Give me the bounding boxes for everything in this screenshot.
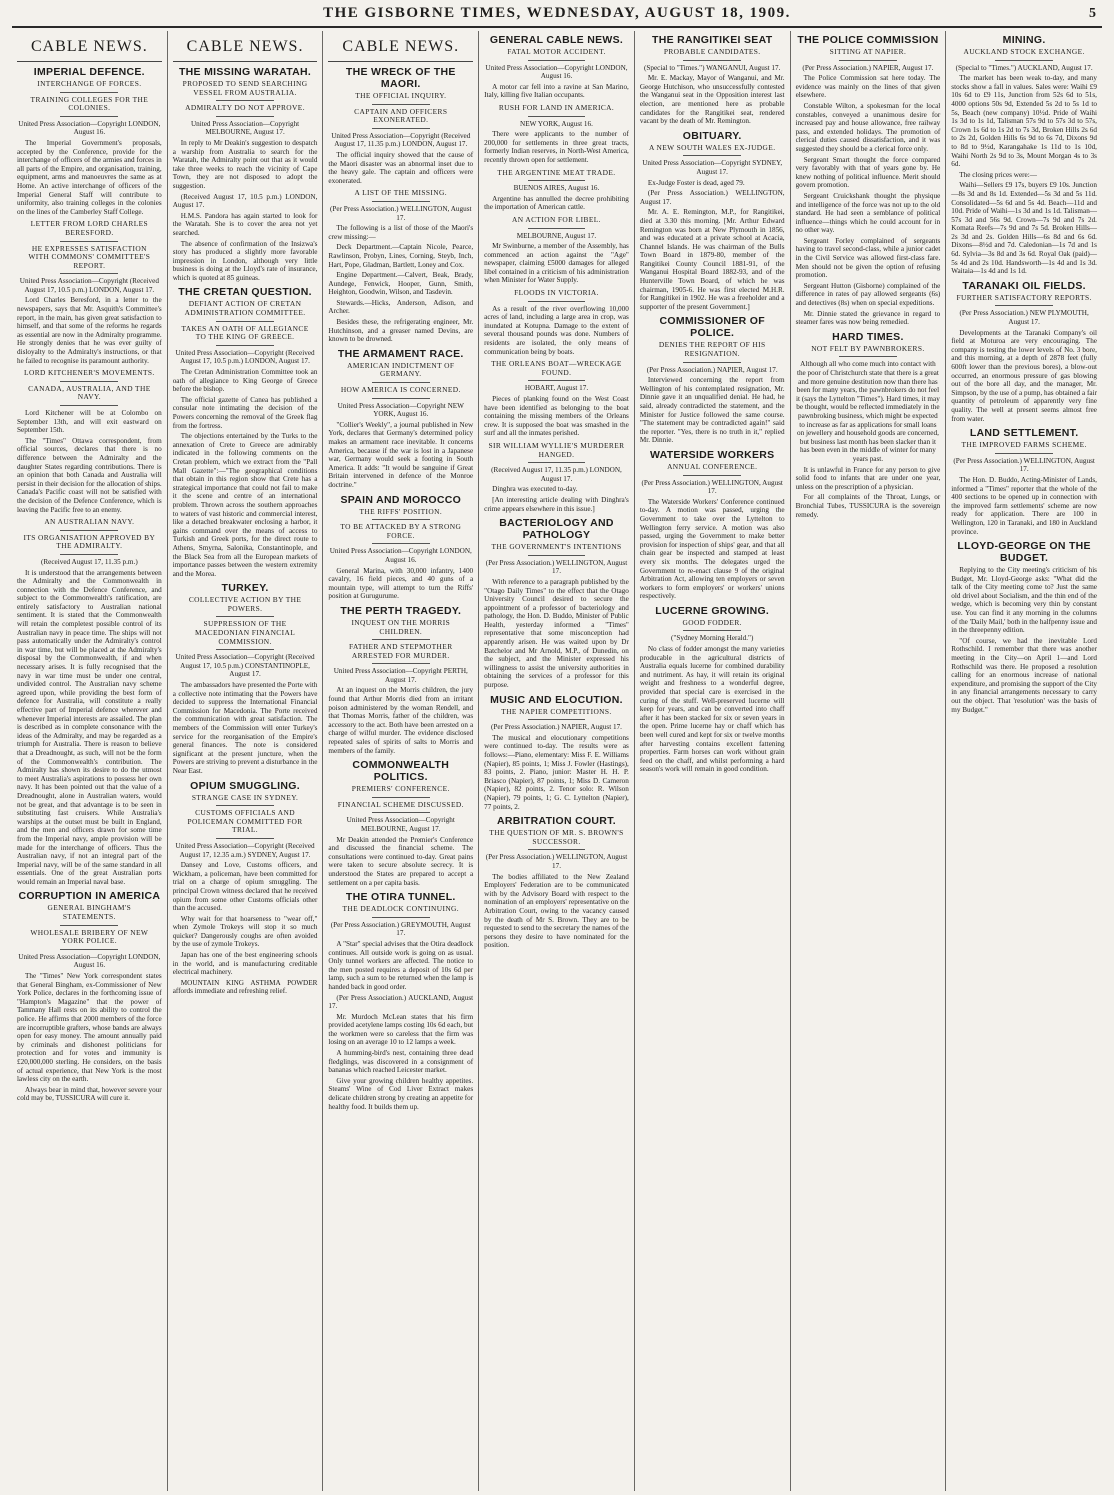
article-paragraph: "Collier's Weekly", a journal published in New York, declares that Germany's determined policy makes an armament race inevitable. It concerns America, because if the war is lost in a Japanese war, Germany would seek a footing in South America. It adds: "It would be sanguine if Great Britain intervened in defence of the Monroe doctrine." <box>328 420 474 489</box>
article-paragraph: Interviewed concerning the report from Wellington of his contemplated resignation, Mr. Dinnie gave it an unqualified denial. He had, he said, already contradicted the statement, and the Minister for Justice followed the same course. "The statement may be contradicted again!" said the reporter. "Yes, there is no truth in it," replied Mr. Dinnie. <box>639 376 785 445</box>
article-paragraph: Always bear in mind that, however severe your cold may be, TUSSICURA will cure it. <box>17 1085 162 1103</box>
article-subhead: FINANCIAL SCHEME DISCUSSED. <box>337 799 464 809</box>
article-paragraph: (Special to "Times.") AUCKLAND, August 17. <box>955 63 1093 72</box>
article-headline: OPIUM SMUGGLING. <box>190 779 300 792</box>
article-subhead: AMERICAN INDICTMENT OF GERMANY. <box>347 360 455 379</box>
divider-rule <box>528 116 586 117</box>
article-paragraph: Mr. E. Mackay, Mayor of Wanganui, and Mr. George Hutchison, who unsuccessfully contested the Wanganui seat in the Opposition interest last election, are mentioned here as probable candidates for the Rangitikei seat, rendered vacant by the death of Mr. Remington. <box>639 74 785 126</box>
article-subhead: TRAINING COLLEGES FOR THE COLONIES. <box>30 94 149 113</box>
article-paragraph: (Per Press Association.) NEW PLYMOUTH, August 17. <box>959 309 1089 327</box>
article-headline: IMPERIAL DEFENCE. <box>33 66 145 78</box>
article-paragraph: The market has been weak to-day, and many stocks show a fall in values. Sales were: Waihi £9 10s 6d to £9 11s, Junction from 52s 6d to 51s, 4000 options 50s 9d, Extended 5s 2d to 5s 1d to 5s, Beach (new company) 10½d. Pride of Waihi 1s 3d to 1s 1d, Talisman 57s 9d to 57s 3d to 57s, Crown 1s 6d to 1s 2d to 7s 3d, Broken Hills 2s 6d to 2s 2d, Golden Hills 6s 9d to 6s 7d, Dixons 9d to 8d to 9½d, Karangahake 1s 11d to 1s 10d, Waihi North 2s 9d to 3s, Mount Morgan 4s to 3s 6d. <box>951 74 1097 169</box>
article-headline: THE ARMAMENT RACE. <box>337 347 464 360</box>
article-paragraph: (Per Press Association.) WELLINGTON, August 17. <box>639 189 785 206</box>
article <box>951 34 1097 276</box>
divider-rule <box>372 519 430 520</box>
article-subhead: GOOD FODDER. <box>682 617 742 627</box>
article-subhead: PREMIERS' CONFERENCE. <box>351 784 450 794</box>
article-paragraph: The bodies affiliated to the New Zealand Employers' Federation are to be communicated with by the Advisory Board with respect to the nomination of an employers' representative on the Arbitration Court, owing to the vacancy caused by the death of Mr S. Brown. They are to be requested to send to the secretary the names of the persons they desire to have nominated for the position. <box>484 872 629 950</box>
divider-rule <box>839 60 897 61</box>
article-paragraph: United Press Association—Copyright (Received August 17, 11.35 p.m.) LONDON, August 17. <box>331 131 471 149</box>
article-paragraph: Give your growing children healthy appetites. Steams' Wine of Cod Liver Extract makes delicate children strong by creating an appetite for healthy food. It builds them up. <box>328 1076 474 1111</box>
article-subhead: LETTER FROM LORD CHARLES BERESFORD. <box>30 219 149 237</box>
article-paragraph: The "Times" Ottawa correspondent, from official sources, declares that there is no difference between the Admiralty and the daughter States regarding contributions. There is an opinion that both Canada and Australia will persist in their decision for the allocation of ships. Canada's Pacific coast will not be satisfied with the decision of the Defence Conference, which is leaving the Pacific free to an enemy. <box>17 436 162 514</box>
article-paragraph: Japan has one of the best engineering schools in the world, and is manufacturing creditable electrical machinery. <box>172 951 318 977</box>
article-subhead: THE OFFICIAL INQUIRY. <box>355 91 447 100</box>
article-paragraph: Engine Department.—Calvert, Beak, Brady, Aundege, Fenwick, Hooper, Gunn, Smith, Heighton, Goodwin, Wilson, and Tasdevin. <box>328 271 474 297</box>
article-paragraph: Lord Charles Beresford, in a letter to the newspapers, says that Mr. Asquith's Committee's report, in the main, has given great satisfaction to himself, and that some of the reforms he regards as essential are now in the Admiralty programme. He strongly denies that he was ever guilty of disloyalty to the Admiralty's instructions, or that he failed to recognise its paramount authority. <box>17 296 162 365</box>
column <box>323 31 479 1491</box>
article-subhead: HOW AMERICA IS CONCERNED. <box>340 385 461 395</box>
column <box>479 31 635 1491</box>
article-headline: THE OTIRA TUNNEL. <box>345 891 456 904</box>
article-paragraph: Argentine has annulled the decree prohibiting the importation of American cattle. <box>484 194 629 212</box>
article <box>328 891 473 1111</box>
article-subhead: A NEW SOUTH WALES EX-JUDGE. <box>648 142 776 152</box>
article <box>17 369 162 514</box>
article-paragraph: United Press Association—Copyright LONDON, August 16. <box>18 119 161 137</box>
article-subhead: INQUEST ON THE MORRIS CHILDREN. <box>351 617 451 636</box>
article-paragraph: [An interesting article dealing with Dinghra's crime appears elsewhere in this issue.] <box>484 495 629 513</box>
article-paragraph: The official gazette of Canea has published a consular note intimating the decision of the Powers concerning the removal of the Greek flag from the fortress. <box>172 395 318 430</box>
article-subhead: ANNUAL CONFERENCE. <box>667 461 758 471</box>
divider-rule <box>528 555 586 556</box>
article-paragraph: The Waterside Workers' Conference continued to-day. A motion was passed, urging the Government to take over the Lyttelton to Wellington ferry service. A motion was also passed, urging the Government to make better provision for inspection of ships' gear, and that all chain gear be inspected and stamped at least every six months. The delegates urged the Government to re-enact clause 9 of the original Arbitration Act, allowing ten employers or seven workers to form employers' or workers' unions respectively. <box>639 497 785 601</box>
article-paragraph: (Per Press Association.) WELLINGTON, August 17. <box>641 478 783 496</box>
column <box>635 31 791 1491</box>
article-paragraph: United Press Association—Copyright LONDON, August 16. <box>329 547 472 564</box>
article-paragraph: Sergeant Hutton (Gisborne) complained of the difference in rates of pay allowed sergeants (6s) and detectives (8s) when on special expeditions. <box>795 281 941 308</box>
column <box>946 31 1102 1491</box>
article <box>328 66 473 185</box>
article <box>173 66 318 282</box>
article-paragraph: A "Star" special advises that the Otira deadlock continues. All outside work is going on as usual. Only tunnel workers are affected. The notice to the men posted requires a deposit of 10s 6d per lamp, such a sum to be returned when the lamp is handed back in good order. <box>328 939 474 991</box>
article-paragraph: There were applicants to the number of 200,000 for settlements in three great tracts, formerly Indian reserves, in North-West America, recently thrown open for settlement. <box>484 130 629 164</box>
article-subhead: SIR WILLIAM WYLLIE'S MURDERER HANGED. <box>488 440 625 459</box>
divider-rule <box>216 116 274 117</box>
article-headline: ARBITRATION COURT. <box>497 815 616 828</box>
article-paragraph: (Received August 17, 11.35 p.m.) LONDON, August 17. <box>491 466 622 483</box>
article-subhead: RUSH FOR LAND IN AMERICA. <box>498 102 615 112</box>
article-paragraph: Constable Wilton, a spokesman for the local constables, conveyed a unanimous desire for increased pay and house allowance, free railway pass, and extended holidays. The promotion of clerical duties caused dissatisfaction, and it was suggested they should be a clerical force only. <box>795 101 941 153</box>
article-subhead: INTERCHANGE OF FORCES. <box>37 79 142 88</box>
article <box>484 694 629 812</box>
column <box>791 31 947 1491</box>
article-paragraph: Sergeant Cruickshank thought the physique and intelligence of the force was not up to the old standard. He had seen a semblance of political influence—things which he could account for in no other way. <box>795 191 941 235</box>
article-headline: TARANAKI OIL FIELDS. <box>962 279 1086 292</box>
article-subhead: THE GOVERNMENT'S INTENTIONS <box>491 542 622 552</box>
article-subhead: TO BE ATTACKED BY A STRONG FORCE. <box>340 522 462 540</box>
article-headline: MUSIC AND ELOCUTION. <box>490 693 623 706</box>
article <box>484 169 629 212</box>
article-subhead: GENERAL BINGHAM'S STATEMENTS. <box>47 903 132 922</box>
article <box>328 605 473 755</box>
article <box>640 130 785 312</box>
divider-rule <box>528 180 586 181</box>
article-paragraph: United Press Association—Copyright (Received August 17, 10.5 p.m.) LONDON, August 17. <box>175 348 315 366</box>
article-subhead: NOT FELT BY PAWNBROKERS. <box>811 343 925 353</box>
divider-rule <box>995 60 1053 61</box>
divider-rule <box>683 155 741 156</box>
divider-rule <box>683 630 741 631</box>
article-paragraph: United Press Association—Copyright MELBOURNE, August 17. <box>190 119 300 137</box>
article-paragraph: Replying to the City meeting's criticism of his Budget, Mr. Lloyd-George asks: "What did the talk of the City meeting come to? Just the same old drivel about Socialism, and the thin end of the wedge, which is becoming very thin by constant use. You can find it any morning in the columns of the 'Daily Mail,' both in the halfpenny issue and in the threepenny edition. <box>951 566 1097 635</box>
article-subhead: HE EXPRESSES SATISFACTION WITH COMMONS' COMMITTEE'S REPORT. <box>28 243 151 270</box>
divider-rule <box>372 104 430 105</box>
article <box>484 34 629 100</box>
article-headline: THE POLICE COMMISSION <box>797 34 939 46</box>
divider-rule <box>528 849 586 850</box>
article-headline: LAND SETTLEMENT. <box>969 427 1079 440</box>
article-paragraph: United Press Association—Copyright SYDNEY, August 17. <box>642 159 783 176</box>
article <box>484 104 629 165</box>
divider-rule <box>995 305 1053 306</box>
article <box>640 449 785 601</box>
article-paragraph: The Imperial Government's proposals, accepted by the Conference, provide for the interchange of officers of the armies and forces in all parts of the Empire, and organisation, training, equipment, arms and manoeuvres the same as at Home. An active interchange of officers of the Imperial General Staff will contribute to uniformity, also training colleges in the colonies on the lines of the Camberley Staff College. <box>17 138 162 216</box>
article <box>640 34 785 126</box>
article-subhead: FATHER AND STEPMOTHER ARRESTED FOR MURDER. <box>349 642 453 660</box>
article <box>640 605 785 774</box>
article-paragraph: The objections entertained by the Turks to the annexation of Crete to Greece are admirably indicated in the following comments on the Cretan problem, which we extract from the "Pall Mall Gazette":—"The geographical conditions that obtain in this region show that Crete has a strategical importance that could not fail to make it the scene and centre of an international problem. Thrown across the southern approaches to waters of vast historic and commercial interest, like a detached breakwater enclosing a harbor, it gains command over the means of access to Turkish and Greek ports, for the direct route to Athens, Smyrna, Salonika, Constantinople, and the Black Sea from all the European markets of importance passes between the western extremity and the Morea. <box>172 432 318 578</box>
column-header: CABLE NEWS. <box>17 31 162 62</box>
article-paragraph: (Per Press Association.) WELLINGTON, August 17. <box>485 853 628 870</box>
article-paragraph: (Special to "Times.") WANGANUI, August 17. <box>643 63 781 72</box>
article-paragraph: (Per Press Association.) WELLINGTON, August 17. <box>953 456 1095 474</box>
article-paragraph: Mr Swinburne, a member of the Assembly, has commenced an action against the "Age" newspaper, claiming £5000 damages for alleged libel contained in a criticism of his administration when Minister for Water Supply. <box>484 242 629 285</box>
article-paragraph: Mr. Murdoch McLean states that his firm provided acetylene lamps costing 10s 6d each, but the workmen were so careless that the firm was losing on an average 10 to 12 lamps a week. <box>328 1012 474 1047</box>
article-headline: BACTERIOLOGY AND PATHOLOGY <box>499 517 614 542</box>
article-subhead: THE QUESTION OF MR. S. BROWN'S SUCCESSOR. <box>489 828 624 846</box>
divider-rule <box>528 380 586 381</box>
divider-rule <box>839 356 897 357</box>
article-paragraph: (Per Press Association.) WELLINGTON, August 17. <box>485 558 628 576</box>
article-paragraph: As a result of the river overflowing 10,000 acres of land, including a large area in crop, was inundated at Kotupna. Damage to the extent of several thousand pounds was done. Numbers of residents are isolated, the only means of communication being by boats. <box>484 304 629 356</box>
article <box>484 360 629 438</box>
article-paragraph: United Press Association—Copyright (Received August 17, 10.5 p.m.) LONDON, August 17. <box>19 277 159 294</box>
article-headline: COMMISSIONER OF POLICE. <box>659 315 765 340</box>
article-paragraph: Why wait for that hoarseness to "wear off," when Zymole Trokeys will stop it so much quicker? Dangerously coughs are often avoided by the use of zymole Trokeys. <box>172 914 318 949</box>
divider-rule <box>216 649 274 650</box>
divider-rule <box>216 100 274 101</box>
article-subhead: ITS ORGANISATION APPROVED BY THE ADMIRALTY. <box>23 532 156 551</box>
article <box>328 494 473 601</box>
article-subhead: COLLECTIVE ACTION BY THE POWERS. <box>188 595 302 613</box>
article-paragraph: The following is a list of those of the Maori's crew missing:— <box>328 224 474 241</box>
article-paragraph: United Press Association—Copyright (Received August 17, 12.35 a.m.) SYDNEY, August 17. <box>175 841 315 859</box>
article-paragraph: It is understood that the arrangements between the Admiralty and the Commonwealth in connection with the Defence Conference, and subject to the Commonwealth's ratification, are entirely satisfactory to Australian national sentiment. It is stated that the Commonwealth will retain the completest possible control of its Australian navy in peace time. The ships will not pass automatically under the Admiralty's control in war time, but will be placed at the Admiralty's disposal by the Commonwealth, if and when necessary arises. It is fully recognised that the navy in war time must be under one central, undivided control. The Australian navy scheme agreed upon, while providing the best form of defence for Australia, will constitute a really effective part of Imperial defence wherever and whenever Imperial interests are assailed. The plan is described as in complete consonance with the ideas of the Admiralty, and may be regarded as a triumph for Australia. There is reason to believe that a Dreadnought, as such, will not be the form of the Commonwealth's contribution. The Admiralty has shown its desire to do the utmost to meet Australia's aspirations to possess her own navy. It has been pointed out that the value of a Dreadnought, alone in Australian waters, would not be great, and that advantage is to be seen in substituting fast cruisers. While Australia's warships at the outset must be built in England, and the men and officers drawn for some time from the Imperial navy, ample provision will be made for the interchange of officers. Thus the Australian navy, if not an integral part of the Imperial navy, will be of the same standard in all essentials. One of the great Australian ports would remain an Imperial naval base. <box>17 568 162 886</box>
article-headline: CORRUPTION IN AMERICA <box>18 890 161 903</box>
column <box>12 31 168 1491</box>
article-paragraph: Mr. Dinnie stated the grievance in regard to steamer fares was now being remedied. <box>795 309 941 327</box>
article-paragraph: The Hon. D. Buddo, Acting-Minister of Lands, informed a "Times" reporter that the whole of the 400 sections to be opened up in connection with the improved farm settlements' scheme are now ready for application. There are 100 in Wellington, 120 in Taranaki, and 180 in Auckland province. <box>951 475 1097 536</box>
divider-rule <box>528 719 586 720</box>
article <box>951 540 1097 714</box>
article-subhead: STRANGE CASE IN SYDNEY. <box>191 792 299 802</box>
article-headline: SPAIN AND MOROCCO <box>340 493 462 506</box>
article-headline: HARD TIMES. <box>832 330 904 343</box>
divider-rule <box>372 663 430 664</box>
divider-rule <box>216 321 274 322</box>
article-subhead: THE RIFFS' POSITION. <box>359 506 443 516</box>
article-paragraph: Sergeant Forley complained of sergeants having to travel second-class, while a junior cadet in the Civil Service was allowed first-class fare. Men should not be given the option of refusing promotion. <box>795 236 941 280</box>
article-paragraph: Waihi—Sellers £9 17s, buyers £9 10s. Junction—8s 3d and 8s 1d. Extended—5s 3d and 5s 11d. Consolidated—5s 6d and 5s 4d. Beach—11d and 10d. Pride of Waihi—1s 3d and 1s 1d. Talisman—57s 3d and 56s 9d. Crown—7s 9d and 7s 2d. Komata Reefs—7s 9d and 7s 5d. Broken Hills—2s 3d and 2s. Golden Hills—6s 8d and 6s 6d. Dixons—8½d and 7d. Caledonian—1s 7d and 1s 6d. Sylvia—3s 8d and 3s 6d. Royal Oak (paid)—5s 4d and 2s 10d. Handsworth—1s 4d and 1s 3d. Waitaia—1s 4d and 1s 1d. <box>951 181 1097 276</box>
article-paragraph: United Press Association—Copyright PERTH, August 17. <box>333 667 468 684</box>
page-number: 5 <box>1089 6 1096 21</box>
article-paragraph: A motor car fell into a ravine at San Marino, Italy, killing five Italian occupants. <box>484 82 629 100</box>
article-paragraph: It is unlawful in France for any person to give solid food to infants that are under one year, unless on the prescription of a physician. <box>795 465 941 491</box>
divider-rule <box>60 116 118 117</box>
divider-rule <box>60 381 118 382</box>
article <box>17 890 162 1102</box>
divider-rule <box>60 405 118 406</box>
article <box>484 442 629 513</box>
divider-rule <box>216 838 274 839</box>
article-headline: MINING. <box>1002 34 1046 46</box>
article <box>17 220 162 365</box>
article-headline: LUCERNE GROWING. <box>655 604 770 617</box>
divider-rule <box>372 812 430 813</box>
article <box>484 289 629 356</box>
article-subhead: A LIST OF THE MISSING. <box>354 188 448 198</box>
article <box>173 780 318 996</box>
article-subhead: TAKES AN OATH OF ALLEGIANCE TO THE KING OF GREECE. <box>181 323 309 342</box>
article <box>484 815 629 950</box>
article-headline: THE CRETAN QUESTION. <box>178 286 312 299</box>
divider-rule <box>60 949 118 950</box>
article <box>484 216 629 285</box>
article-paragraph: (Per Press Association.) NAPIER, August 17. <box>491 723 622 732</box>
article-paragraph: Mr Deakin attended the Premier's Conference and discussed the financial scheme. The consultations were continued to-day. Great pains were taken to secure absolute secrecy. It is understood the States are prepared to accept a settlement on a per capita basis. <box>328 835 474 887</box>
article-paragraph: (Per Press Association.) GREYMOUTH, August 17. <box>330 920 471 938</box>
article-paragraph: Lord Kitchener will be at Colombo on September 13th, and will exit eastward on September 15th. <box>17 409 162 435</box>
article-paragraph: United Press Association—Copyright (Received August 17, 10.5 p.m.) CONSTANTINOPLE, August 17. <box>175 653 315 679</box>
article <box>328 189 473 344</box>
article-subhead: DENIES THE REPORT OF HIS RESIGNATION. <box>658 340 766 359</box>
article-subhead: AN ACTION FOR LIBEL. <box>512 214 601 224</box>
divider-rule <box>60 92 118 93</box>
article-headline: OBITUARY. <box>682 129 742 142</box>
article-paragraph: Pieces of planking found on the West Coast have been identified as belonging to the boat containing the missing members of the Orleans crew. It is supposed the boat was smashed in the surf and all the inmates perished. <box>484 395 629 438</box>
column-header: CABLE NEWS. <box>328 31 473 62</box>
article-paragraph: Sergeant Smart thought the force compared very favorably with that of years gone by. He knew nothing of political influence. Merit should govern promotion. <box>795 155 941 190</box>
article-paragraph: The musical and elocutionary competitions were continued to-day. The results were as follows:—Piano, elementary: Miss F. E. Williams (Napier), 85 points, 1; Miss J. Fowler (Hastings), 83 points, 2. Piano, junior: Master H. H. P. Briasco (Napier), 87 points, 1; Miss D. Cameron (Napier), 82 points, 2. Tenor solo: R. Wilson (Napier), 79 points, 1; G. C. Lyttelton (Napier), 77 points, 2. <box>484 733 629 811</box>
article-headline: THE MISSING WARATAH. <box>178 66 312 78</box>
article-paragraph: A humming-bird's nest, containing three dead fledglings, was discovered in a consignment of bananas which reached Leicester market. <box>328 1049 474 1075</box>
article-paragraph: BUENOS AIRES, August 16. <box>513 184 600 193</box>
article-subhead: THE NAPIER COMPETITIONS. <box>501 706 612 716</box>
newspaper-columns <box>12 31 1102 1491</box>
article-subhead: THE ARGENTINE MEAT TRADE. <box>497 167 616 177</box>
article-subhead: PROPOSED TO SEND SEARCHING VESSEL FROM AUSTRALIA. <box>182 79 308 97</box>
divider-rule <box>372 382 430 383</box>
article <box>796 331 941 519</box>
article <box>951 280 1097 423</box>
article-paragraph: Stewards.—Hicks, Anderson, Adison, and Archer. <box>328 298 474 316</box>
article-subhead: FLOODS IN VICTORIA. <box>514 288 599 298</box>
divider-rule <box>528 228 586 229</box>
article-paragraph: Ex-Judge Foster is dead, aged 79. <box>647 178 745 187</box>
divider-rule <box>216 616 274 617</box>
article-paragraph: (Per Press Association.) NAPIER, August 17. <box>802 63 934 72</box>
article-paragraph: Developments at the Taranaki Company's oil field at Moturoa are very encouraging. The company is testing the lower levels of No. 3 bore, and this morning, at a depth of 2878 feet (fully 600ft lower than the previous bores), a blow-out occurred, an enormous pressure of gas blowing out of the bore all day, and the manager, Mr. Simpson, by the use of a pump, has obtained a fair quantity of petroleum of apparently very fine quality. The well at present seems almost free from water. <box>951 328 1097 423</box>
divider-rule <box>528 301 586 302</box>
divider-rule <box>60 273 118 274</box>
article-paragraph: HOBART, August 17. <box>524 384 589 393</box>
divider-rule <box>683 60 741 61</box>
divider-rule <box>372 639 430 640</box>
article-paragraph: (Per Press Association.) NAPIER, August 17. <box>646 365 778 374</box>
article-headline: COMMONWEALTH POLITICS. <box>352 759 450 784</box>
article-paragraph: NEW YORK, August 16. <box>520 119 593 128</box>
divider-rule <box>372 543 430 544</box>
article-subhead: DEFIANT ACTION OF CRETAN ADMINISTRATION COMMITTEE. <box>184 299 306 318</box>
article-paragraph: MELBOURNE, August 17. <box>516 231 597 240</box>
article <box>640 315 785 445</box>
divider-rule <box>60 241 118 242</box>
article-paragraph: The official inquiry showed that the cause of the Maori disaster was an abnormal inset due to the heavy gale. The captain and officers were exonerated. <box>328 150 474 185</box>
article-subhead: THE ORLEANS BOAT—WRECKAGE FOUND. <box>491 359 622 377</box>
article-paragraph: (Received August 17, 10.5 p.m.) LONDON, August 17. <box>172 192 318 210</box>
article-paragraph: At an inquest on the Morris children, the jury found that Arthur Morris died from an irritant poison administered by the woman Rendell, and that Thomas Morris, father of the children, was accessory to the act. Both have been arrested on a charge of wilful murder. The evidence disclosed repeated sales of spirits of salts to Morris and members of the family. <box>328 686 474 755</box>
divider-rule <box>216 345 274 346</box>
article-paragraph: Deck Department.—Captain Nicole, Pearce, Rawlinson, Probyn, Lines, Corning, Steyb, Inch, Hart, Pope, Gladman, Bartlett, Loney and Cox. <box>328 243 474 269</box>
divider-rule <box>995 453 1053 454</box>
divider-rule <box>60 925 118 926</box>
article-paragraph: No class of fodder amongst the many varieties producable in the agricultural districts of Australia equals lucerne for combined durability and nutriment. As hay, it will retain its original weight and freshness to a wonderful degree, provided that special care is exercised in the curing of the stuff. Well-preserved lucerne will keep for years, and can be converted into chaff after it has been stacked for six or seven years in the open. Prime lucerne hay or chaff which has been well cured and kept for six or twelve months after harvesting contains excellent fattening properties. Farm horses can work without grain feed on the chaff, and whilst performing a hard season's work will remain in good condition. <box>639 645 785 774</box>
article-paragraph: Besides these, the refrigerating engineer, Mr. Hutchinson, and a greaser named Devins, are known to be drowned. <box>328 318 474 344</box>
article-subhead: AUCKLAND STOCK EXCHANGE. <box>963 47 1085 56</box>
divider-rule <box>372 398 430 399</box>
article-subhead: PROBABLE CANDIDATES. <box>663 47 761 56</box>
article-subhead: WHOLESALE BRIBERY OF NEW YORK POLICE. <box>30 927 149 946</box>
article-paragraph: Mr. A. E. Remington, M.P., for Rangitikei, died at 3.30 this morning. [Mr. Arthur Edward Remington was born at New Plymouth in 1856, and was educated at a private school at Acacia, Channel Islands. He was chairman of the Bulls Town Board in 1879-80, member of the Rangitikei County Council 1881-91, of the Wanganui Hospital Board 1882-93, and of the Hunterville Town Board, of which he was chairman, 1905-6. He was first elected M.H.R. for Rangitikei in 1902. He was a freeholder and a supporter of the present Government.] <box>639 208 785 311</box>
article-paragraph: Although all who come much into contact with the poor of Christchurch state that there is a great and more genuine destitution now than there has been for many years, the pawnbrokers do not feel it (says the Lyttelton "Times"). Hard times, it may be thought, would be reflected immediately in the pawnbroking business, which might be expected to increase as far as applications for small loans on jewellery and household goods are concerned, but business last month has been slacker than it has been even in the middle of winter for many years past. <box>796 360 940 463</box>
article-paragraph: (Received August 17, 11.35 p.m.) <box>40 557 138 566</box>
article-paragraph: "Of course, we had the inevitable Lord Rothschild. I remember that there was another meeting in the City—on April 1—and Lord Rothschild was there. He proposed a resolution calling for an enormous increase of national expenditure, and promising the support of the City in any financial arrangements necessary to carry out the object. That 'resolution' was the basis of my Budget." <box>951 636 1097 714</box>
article-paragraph: The Cretan Administration Committee took an oath of allegiance to King George of Greece before the bishop. <box>172 368 318 394</box>
article-subhead: AN AUSTRALIAN NAVY. <box>44 517 135 527</box>
divider-rule <box>528 462 586 463</box>
article-subhead: ADMIRALTY DO NOT APPROVE. <box>185 103 305 113</box>
article-paragraph: United Press Association—Copyright NEW YORK, August 16. <box>337 401 464 419</box>
article-subhead: SUPPRESSION OF THE MACEDONIAN FINANCIAL COMMISSION. <box>194 619 296 646</box>
article-paragraph: Dansey and Love, Customs officers, and Wickham, a policeman, have been committed for trial on a charge of opium smuggling. The principal Crown witness declared that he received opium from some other Customs officials other than the accused. <box>172 861 318 913</box>
article-subhead: THE DEADLOCK CONTINUING. <box>342 904 460 914</box>
article-paragraph: General Marina, with 30,000 infantry, 1400 cavalry, 16 field pieces, and 40 guns of a mountain type, will attempt to turn the Riffs' position at Gurugurume. <box>328 566 474 601</box>
article-paragraph: For all complaints of the Throat, Lungs, or Bronchial Tubes, TUSSICURA is the sovereign remedy. <box>795 493 941 519</box>
article-paragraph: The ambassadors have presented the Porte with a collective note intimating that the Powers have decided to suppress the International Financial Commission for Macedonia. The Porte received the communication with great satisfaction. The members of the Commission will enter Turkey's service for the reorganisation of the Empire's general finances. The note is considered significant at the present juncture, when the Powers are striving to prevent a disturbance in the Near East. <box>172 681 318 775</box>
article-paragraph: The closing prices were:— <box>959 170 1037 179</box>
divider-rule <box>372 797 430 798</box>
article <box>484 517 629 690</box>
divider-rule <box>683 475 741 476</box>
article-subhead: LORD KITCHENER'S MOVEMENTS. <box>24 368 155 378</box>
article <box>951 427 1097 536</box>
article-subhead: CUSTOMS OFFICIALS AND POLICEMAN COMMITTED FOR TRIAL. <box>187 808 303 835</box>
article <box>328 759 473 887</box>
article-headline: LLOYD-GEORGE ON THE BUDGET. <box>957 540 1091 565</box>
article-paragraph: The absence of confirmation of the Insizwa's story has produced a slightly more favorable impression in London, although very little business is doing at the Lloyd's rate of insurance, which is quoted at 85 guineas. <box>172 239 318 282</box>
article-paragraph: United Press Association—Copyright LONDON, August 16. <box>18 952 161 970</box>
article <box>17 66 162 216</box>
article-paragraph: H.M.S. Pandora has again started to look for the Waratah. She is to cover the area not yet searched. <box>172 211 318 237</box>
divider-rule <box>60 530 118 531</box>
article-paragraph: (Per Press Association.) AUCKLAND, August 17. <box>328 993 474 1011</box>
article <box>17 518 162 886</box>
article-paragraph: (Per Press Association.) WELLINGTON, August 17. <box>330 204 472 222</box>
article-paragraph: United Press Association—Copyright LONDON, August 16. <box>485 63 628 81</box>
article-headline: WATERSIDE WORKERS <box>649 448 775 461</box>
divider-rule <box>372 128 430 129</box>
divider-rule <box>528 60 586 61</box>
article-subhead: SITTING AT NAPIER. <box>829 47 907 56</box>
article <box>173 286 318 578</box>
article-headline: THE RANGITIKEI SEAT <box>651 34 773 46</box>
article-subhead: CAPTAIN AND OFFICERS EXONERATED. <box>354 106 448 125</box>
article-paragraph: Dinghra was executed to-day. <box>492 485 578 494</box>
article-subhead: THE IMPROVED FARMS SCHEME. <box>961 440 1087 450</box>
article-subhead: CANADA, AUSTRALIA, AND THE NAVY. <box>28 383 151 402</box>
divider-rule <box>372 917 430 918</box>
article-paragraph: The "Times" New York correspondent states that General Bingham, ex-Commissioner of New York Police, declares in the forthcoming issue of "Hampton's Magazine" that the power of Tammany Hall rests on its ability to control the police. He affirms that 2000 members of the force are incorruptible grafters, whose bands are always open for easy money. The amount annually paid by criminals and dishonest politicians for protection and for votes and immunity is £20,000,000 sterling. He considers, on the basis of actual experience, that New York is the most lawless city on the earth. <box>17 972 162 1084</box>
article-paragraph: MOUNTAIN KING ASTHMA POWDER affords immediate and refreshing relief. <box>172 978 318 996</box>
article-subhead: FURTHER SATISFACTORY REPORTS. <box>956 292 1092 302</box>
column-header: CABLE NEWS. <box>173 31 318 62</box>
article-paragraph: ("Sydney Morning Herald.") <box>671 634 754 643</box>
article <box>173 582 318 775</box>
article <box>328 348 473 490</box>
article <box>796 34 941 327</box>
masthead <box>12 0 1102 28</box>
masthead-title: THE GISBORNE TIMES, WEDNESDAY, AUGUST 18, 1909. <box>323 4 791 21</box>
article-headline: THE WRECK OF THE MAORI. <box>345 66 456 90</box>
divider-rule <box>60 554 118 555</box>
article-paragraph: United Press Association—Copyright MELBOURNE, August 17. <box>346 816 455 833</box>
article-headline: TURKEY. <box>221 582 269 595</box>
article-headline: GENERAL CABLE NEWS. <box>489 34 624 46</box>
divider-rule <box>216 805 274 806</box>
article-paragraph: In reply to Mr Deakin's suggestion to despatch a warship from Australia to search for the Waratah, the Admiralty point out that as it would take three weeks to reach the vicinity of Cape Town, they are not disposed to adopt the suggestion. <box>172 138 318 190</box>
article-paragraph: The Police Commission sat here today. The evidence was mainly on the lines of that given elsewhere. <box>795 74 941 100</box>
article-subhead: FATAL MOTOR ACCIDENT. <box>507 47 606 56</box>
article-headline: THE PERTH TRAGEDY. <box>340 604 462 617</box>
article-paragraph: With reference to a paragraph published by the "Otago Daily Times" to the effect that the Otago University Council desired to secure the appointment of a professor of bacteriology and pathology, the Hon. D. Buddo, Minister of Public Health, yesterday informed a "Times" representative that some misconception had apparently arisen. He was waited upon by Dr Batchelor and Mr Arnold, M.P., of Dunedin, on the subject, and the Minister expressed his willingness to assist the university authorities in obtaining the services of a professor for this purpose. <box>484 577 629 690</box>
column <box>168 31 324 1491</box>
divider-rule <box>372 201 430 202</box>
divider-rule <box>683 362 741 363</box>
